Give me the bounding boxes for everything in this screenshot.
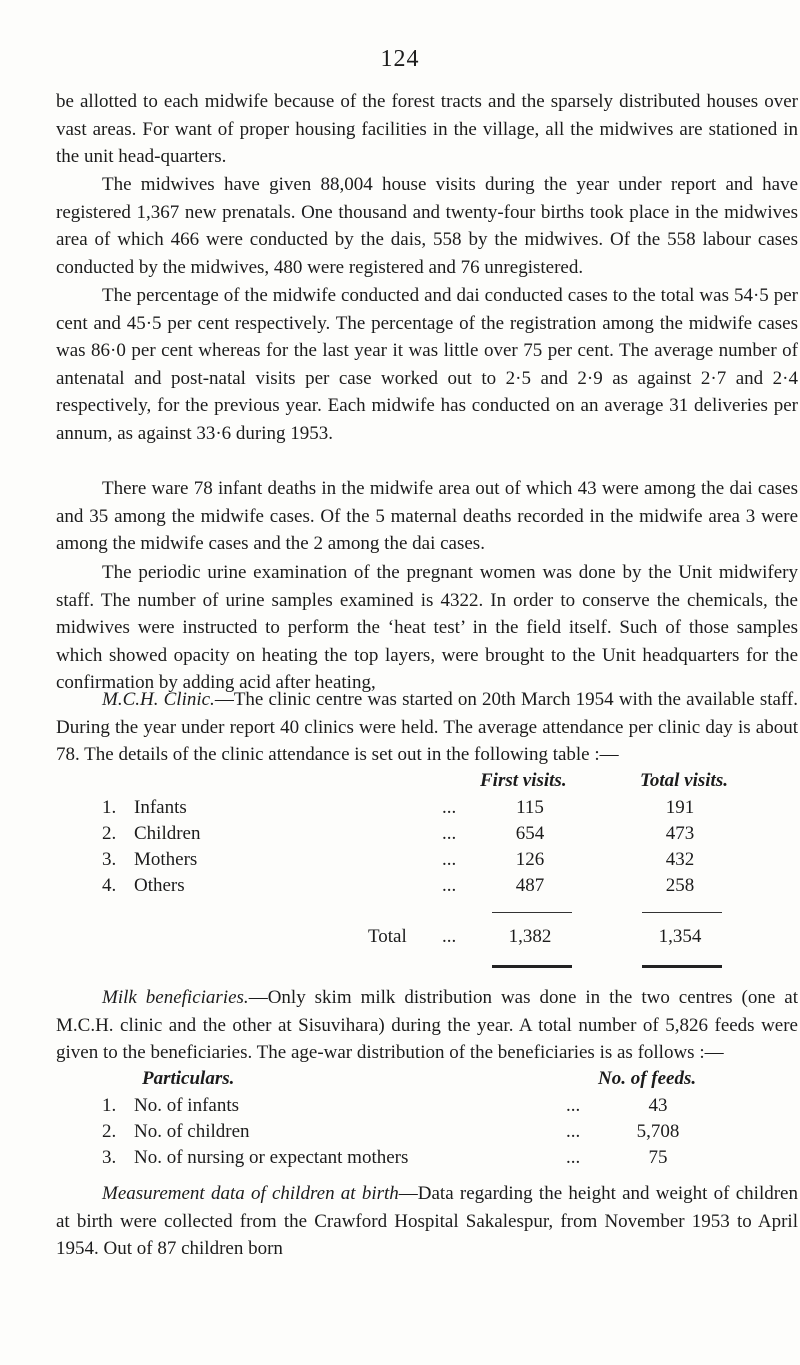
total-visits-value: 258 [665,875,695,896]
total-double-rule-total [642,965,722,968]
header-first-visits: First visits. [480,770,567,791]
row-label: Mothers [134,849,198,870]
total-visits-value: 432 [665,849,695,870]
total-visits-value: 191 [665,797,695,818]
mch-clinic-text: —The clinic centre was started on 20th March 1954 with the available staff. During the year under report 40 clinics were held. The average attendance per clinic day is about 78. The details of the clinic attendance is set out in the following table :— [56,689,798,766]
total-first-visits: 1,382 [508,926,552,947]
first-visits-value: 126 [515,849,545,870]
paragraph-measurement-data [56,1180,798,1263]
paragraph-percentages: The percentage of the midwife conducted and dai conducted cases to the total was 54·5 per cent and 45·5 per cent respectively. The percentage of the registration among the midwife cases was 86·0 per cent whereas for the last year it was little over 75 per cent. The average number of antenatal and post-natal visits per case worked out to 2·5 and 2·9 as against 2·7 and 2·4 respectively, for the previous year. Each midwife has conducted on an average 31 deliveries per annum, as against 33·6 during 1953. [56,285,798,444]
paragraph-mch-clinic [56,686,798,769]
subtotal-rule-total [642,912,722,913]
row-label: Others [134,875,185,896]
total-double-rule-first [492,965,572,968]
measurement-data-heading: Measurement data of children at birth [102,1183,399,1204]
row-number: 2. [102,1121,117,1142]
row-label: No. of children [134,1121,250,1142]
row-leader: ... [442,797,457,818]
feeds-value: 43 [648,1095,668,1116]
measurement-data-text: —Data regarding the height and weight of children at birth were collected from the Crawford Hospital Sakalespur, from November 1953 to April 1954. Out of 87 children born [56,1183,798,1260]
row-leader: ... [566,1095,581,1116]
milk-beneficiaries-heading: Milk beneficiaries. [102,987,249,1008]
feeds-value: 5,708 [636,1121,680,1142]
milk-beneficiaries-text: —Only skim milk distribution was done in the two centres (one at M.C.H. clinic and the other at Sisuvihara) during the year. A total number of 5,826 feeds were given to the beneficiaries. The age-war distribution of the beneficiaries is as follows :— [56,987,798,1064]
total-label: Total [368,926,407,947]
row-label: Children [134,823,201,844]
paragraph-urine-exam: The periodic urine examination of the pregnant women was done by the Unit midwifery staff. The number of urine samples examined is 4322. In order to conserve the chemicals, the midwives were instructed to perform the ‘heat test’ in the field itself. Such of those samples which showed opacity on heating the top layers, were brought to the Unit headquarters for the confirmation by adding acid after heating, [56,562,798,694]
total-total-visits: 1,354 [658,926,702,947]
paragraph-milk-beneficiaries [56,984,798,1067]
subtotal-rule-first [492,912,572,913]
row-number: 2. [102,823,117,844]
header-total-visits: Total visits. [640,770,728,791]
header-no-of-feeds: No. of feeds. [598,1068,697,1089]
total-leader: ... [442,926,457,947]
row-leader: ... [442,823,457,844]
row-leader: ... [442,849,457,870]
row-number: 3. [102,1147,117,1168]
paragraph-midwife-visits: The midwives have given 88,004 house visits during the year under report and have registered 1,367 new prenatals. One thousand and twenty-four births took place in the midwives area of which 466 were conducted by the dais, 558 by the midwives. Of the 558 labour cases conducted by the midwives, 480 were registered and 76 unregistered. [56,174,798,278]
first-visits-value: 487 [515,875,545,896]
row-number: 3. [102,849,117,870]
paragraph-1: be allotted to each midwife because of the forest tracts and the sparsely distributed houses over vast areas. For want of proper housing facilities in the village, all the midwives are stationed in the unit head-quarters. [56,91,798,168]
page-number: 124 [380,46,420,72]
row-number: 4. [102,875,117,896]
mch-clinic-heading: M.C.H. Clinic. [102,689,215,710]
row-leader: ... [566,1147,581,1168]
paragraph-infant-deaths: There ware 78 infant deaths in the midwife area out of which 43 were among the dai cases and 35 among the midwife cases. Of the 5 maternal deaths recorded in the midwife area 3 were among the midwife cases and the 2 among the dai cases. [56,478,798,555]
feeds-value: 75 [648,1147,668,1168]
total-visits-value: 473 [665,823,695,844]
row-leader: ... [442,875,457,896]
row-label: Infants [134,797,187,818]
row-label: No. of nursing or expectant mothers [134,1147,409,1168]
header-particulars: Particulars. [142,1068,235,1089]
row-number: 1. [102,797,117,818]
first-visits-value: 654 [515,823,545,844]
row-leader: ... [566,1121,581,1142]
row-number: 1. [102,1095,117,1116]
row-label: No. of infants [134,1095,240,1116]
first-visits-value: 115 [516,797,544,818]
